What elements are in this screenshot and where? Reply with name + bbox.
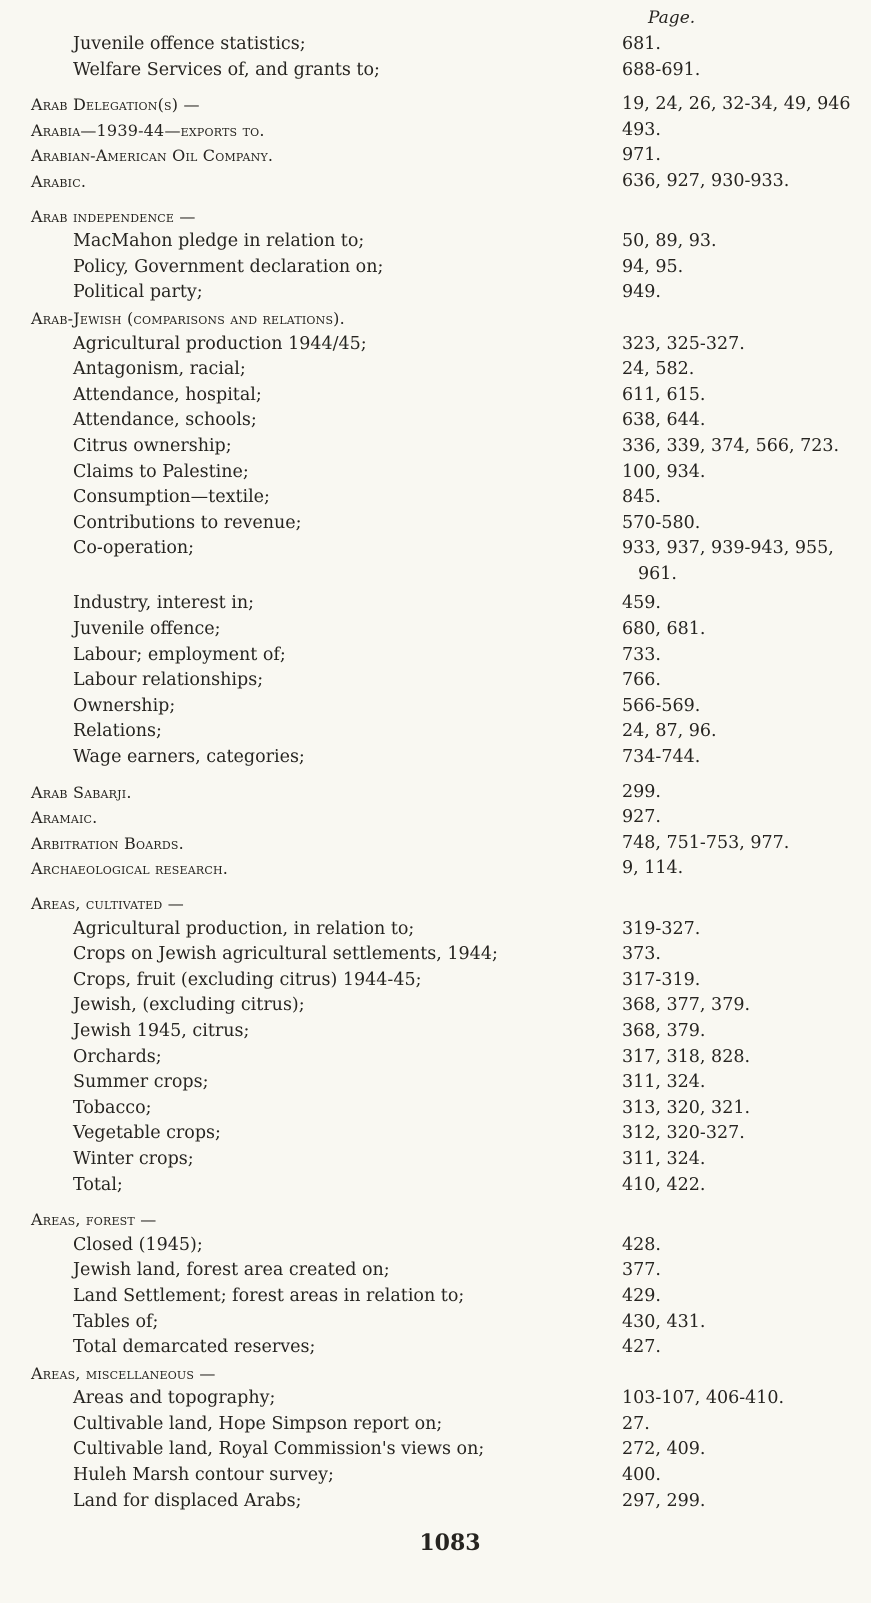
entry-label: Labour; employment of; <box>73 644 286 665</box>
index-heading <box>0 1361 871 1387</box>
entry-label: Winter crops; <box>73 1148 194 1169</box>
entry-pages: 459. <box>622 593 661 614</box>
entry-pages: 312, 320-327. <box>622 1123 745 1144</box>
entry-label: Wage earners, categories; <box>73 747 305 768</box>
entry-pages: 272, 409. <box>622 1439 706 1460</box>
index-subentry <box>0 1233 871 1259</box>
page-column-header: Page. <box>648 8 696 28</box>
entry-label: Attendance, schools; <box>73 410 257 431</box>
entry-label: Aramaic. <box>31 808 98 828</box>
index-subentry <box>0 745 871 771</box>
index-subentry <box>0 643 871 669</box>
entry-pages: 319-327. <box>622 918 701 939</box>
entry-pages: 323, 325-327. <box>622 333 745 354</box>
entry-label: Crops, fruit (excluding citrus) 1944-45; <box>73 969 422 990</box>
entry-label: Areas, forest — <box>31 1210 157 1230</box>
entry-pages: 400. <box>622 1465 661 1486</box>
entry-label: Co-operation; <box>73 538 195 559</box>
index-subentry <box>0 460 871 486</box>
entry-label: Areas and topography; <box>73 1388 276 1409</box>
index-subentry <box>0 536 871 562</box>
entry-label: Agricultural production, in relation to; <box>73 918 415 939</box>
index-heading <box>0 143 871 169</box>
entry-pages: 103-107, 406-410. <box>622 1388 785 1409</box>
entry-label: Cultivable land, Royal Commission's views on; <box>73 1439 485 1460</box>
index-subentry <box>0 32 871 58</box>
index-subentry <box>0 1070 871 1096</box>
entry-pages: 317, 318, 828. <box>622 1046 751 1067</box>
index-subentry <box>0 1310 871 1336</box>
entry-label: Closed (1945); <box>73 1234 203 1255</box>
index-subentry <box>0 968 871 994</box>
index-subentry <box>0 58 871 84</box>
entry-label: Juvenile offence; <box>73 619 221 640</box>
entry-pages: 27. <box>622 1413 650 1434</box>
entry-pages: 845. <box>622 487 661 508</box>
index-heading <box>0 306 871 332</box>
entry-pages: 311, 324. <box>622 1072 706 1093</box>
entry-pages-continued: 961. <box>638 563 677 584</box>
entry-label: Vegetable crops; <box>73 1123 221 1144</box>
index-subentry <box>0 1463 871 1489</box>
index-subentry <box>0 993 871 1019</box>
index-heading <box>0 805 871 831</box>
entry-pages: 9, 114. <box>622 858 684 879</box>
index-subentry <box>0 591 871 617</box>
entry-label: Areas, cultivated — <box>31 894 184 913</box>
entry-label: Claims to Palestine; <box>73 461 249 482</box>
entry-label: Orchards; <box>73 1046 162 1067</box>
entry-pages: 971. <box>622 145 661 166</box>
index-heading <box>0 831 871 857</box>
entry-label: Arab-Jewish (comparisons and relations). <box>31 308 345 328</box>
entry-pages: 927. <box>622 807 661 828</box>
entry-label: Arab Delegation(s) — <box>31 95 200 115</box>
entry-label: Relations; <box>73 721 162 742</box>
entry-pages: 493. <box>622 119 661 140</box>
entry-pages: 566-569. <box>622 695 701 716</box>
index-subentry <box>0 942 871 968</box>
entry-pages: 24, 87, 96. <box>622 721 717 742</box>
entry-pages: 368, 379. <box>622 1020 706 1041</box>
entry-label: Labour relationships; <box>73 670 264 691</box>
entry-pages: 94, 95. <box>622 256 684 277</box>
entry-pages: 681. <box>622 34 661 54</box>
entry-pages: 748, 751-753, 977. <box>622 832 790 853</box>
index-subentry <box>0 1147 871 1173</box>
index-subentry <box>0 1096 871 1122</box>
index-continuation <box>0 562 871 588</box>
index-subentry <box>0 383 871 409</box>
entry-pages: 24, 582. <box>622 359 695 380</box>
entry-label: Archaeological research. <box>31 859 229 879</box>
entry-label: MacMahon pledge in relation to; <box>73 231 365 252</box>
entry-label: Arbitration Boards. <box>31 833 184 853</box>
entry-label: Juvenile offence statistics; <box>73 34 306 54</box>
index-subentry <box>0 1412 871 1438</box>
entry-label: Arabia—1939-44—exports to. <box>31 120 265 140</box>
entry-label: Industry, interest in; <box>73 593 255 614</box>
entry-label: Total; <box>73 1174 123 1195</box>
index-subentry <box>0 485 871 511</box>
entry-pages: 949. <box>622 282 661 303</box>
index-heading <box>0 204 871 230</box>
entry-label: Jewish, (excluding citrus); <box>73 995 305 1016</box>
index-subentry <box>0 434 871 460</box>
index-heading <box>0 169 871 195</box>
entry-label: Cultivable land, Hope Simpson report on; <box>73 1413 443 1434</box>
index-heading <box>0 118 871 144</box>
index-heading <box>0 1207 871 1233</box>
entry-label: Attendance, hospital; <box>73 384 262 405</box>
index-subentry <box>0 1173 871 1199</box>
index-entries <box>0 32 871 1514</box>
index-subentry <box>0 1258 871 1284</box>
index-subentry <box>0 617 871 643</box>
entry-label: Jewish 1945, citrus; <box>73 1020 250 1041</box>
index-heading <box>0 891 871 917</box>
index-subentry <box>0 1437 871 1463</box>
entry-pages: 299. <box>622 781 661 802</box>
page-number: 1083 <box>419 1530 481 1556</box>
entry-pages: 19, 24, 26, 32-34, 49, 946 <box>622 94 851 115</box>
entry-label: Contributions to revenue; <box>73 512 302 533</box>
entry-label: Welfare Services of, and grants to; <box>73 59 380 80</box>
entry-pages: 636, 927, 930-933. <box>622 170 790 191</box>
entry-label: Arab Sabarji. <box>31 782 132 802</box>
entry-label: Areas, miscellaneous — <box>31 1363 216 1383</box>
index-subentry <box>0 668 871 694</box>
entry-pages: 638, 644. <box>622 410 706 431</box>
index-subentry <box>0 1284 871 1310</box>
entry-pages: 336, 339, 374, 566, 723. <box>622 435 840 456</box>
entry-label: Arabian-American Oil Company. <box>31 146 274 166</box>
entry-pages: 734-744. <box>622 747 701 768</box>
index-subentry <box>0 511 871 537</box>
index-subentry <box>0 917 871 943</box>
entry-pages: 313, 320, 321. <box>622 1097 751 1118</box>
index-subentry <box>0 694 871 720</box>
entry-pages: 933, 937, 939-943, 955, <box>622 538 834 559</box>
entry-pages: 680, 681. <box>622 619 706 640</box>
entry-label: Consumption—textile; <box>73 487 270 508</box>
entry-pages: 311, 324. <box>622 1148 706 1169</box>
entry-label: Jewish land, forest area created on; <box>73 1260 390 1281</box>
entry-label: Ownership; <box>73 695 176 716</box>
entry-label: Political party; <box>73 282 203 303</box>
entry-label: Citrus ownership; <box>73 435 232 456</box>
entry-label: Policy, Government declaration on; <box>73 256 384 277</box>
entry-pages: 368, 377, 379. <box>622 995 751 1016</box>
entry-label: Agricultural production 1944/45; <box>73 333 367 354</box>
index-subentry <box>0 229 871 255</box>
index-heading <box>0 92 871 118</box>
index-subentry <box>0 408 871 434</box>
entry-label: Arab independence — <box>31 206 196 226</box>
index-subentry <box>0 1335 871 1361</box>
index-heading <box>0 780 871 806</box>
index-subentry <box>0 1489 871 1515</box>
entry-label: Total demarcated reserves; <box>73 1337 316 1358</box>
entry-pages: 317-319. <box>622 969 701 990</box>
entry-label: Tobacco; <box>73 1097 152 1118</box>
index-heading <box>0 856 871 882</box>
entry-label: Huleh Marsh contour survey; <box>73 1465 334 1486</box>
entry-pages: 429. <box>622 1285 661 1306</box>
entry-pages: 410, 422. <box>622 1174 706 1195</box>
entry-pages: 427. <box>622 1337 661 1358</box>
entry-pages: 377. <box>622 1260 661 1281</box>
entry-pages: 430, 431. <box>622 1311 706 1332</box>
entry-pages: 688-691. <box>622 59 701 80</box>
entry-pages: 50, 89, 93. <box>622 231 717 252</box>
index-subentry <box>0 280 871 306</box>
index-subentry <box>0 719 871 745</box>
index-subentry <box>0 255 871 281</box>
index-subentry <box>0 1121 871 1147</box>
entry-label: Tables of; <box>73 1311 159 1332</box>
index-subentry <box>0 357 871 383</box>
entry-label: Arabic. <box>31 171 87 191</box>
entry-label: Summer crops; <box>73 1072 209 1093</box>
entry-pages: 733. <box>622 644 661 665</box>
index-subentry <box>0 1019 871 1045</box>
entry-pages: 100, 934. <box>622 461 706 482</box>
entry-label: Land Settlement; forest areas in relation to; <box>73 1285 465 1306</box>
entry-pages: 570-580. <box>622 512 701 533</box>
entry-label: Antagonism, racial; <box>73 359 246 380</box>
entry-pages: 611, 615. <box>622 384 706 405</box>
index-subentry <box>0 1386 871 1412</box>
entry-pages: 428. <box>622 1234 661 1255</box>
entry-pages: 766. <box>622 670 661 691</box>
index-subentry <box>0 1045 871 1071</box>
entry-label: Land for displaced Arabs; <box>73 1490 302 1511</box>
entry-pages: 373. <box>622 944 661 965</box>
index-subentry <box>0 332 871 358</box>
entry-pages: 297, 299. <box>622 1490 706 1511</box>
entry-label: Crops on Jewish agricultural settlements, 1944; <box>73 944 498 965</box>
